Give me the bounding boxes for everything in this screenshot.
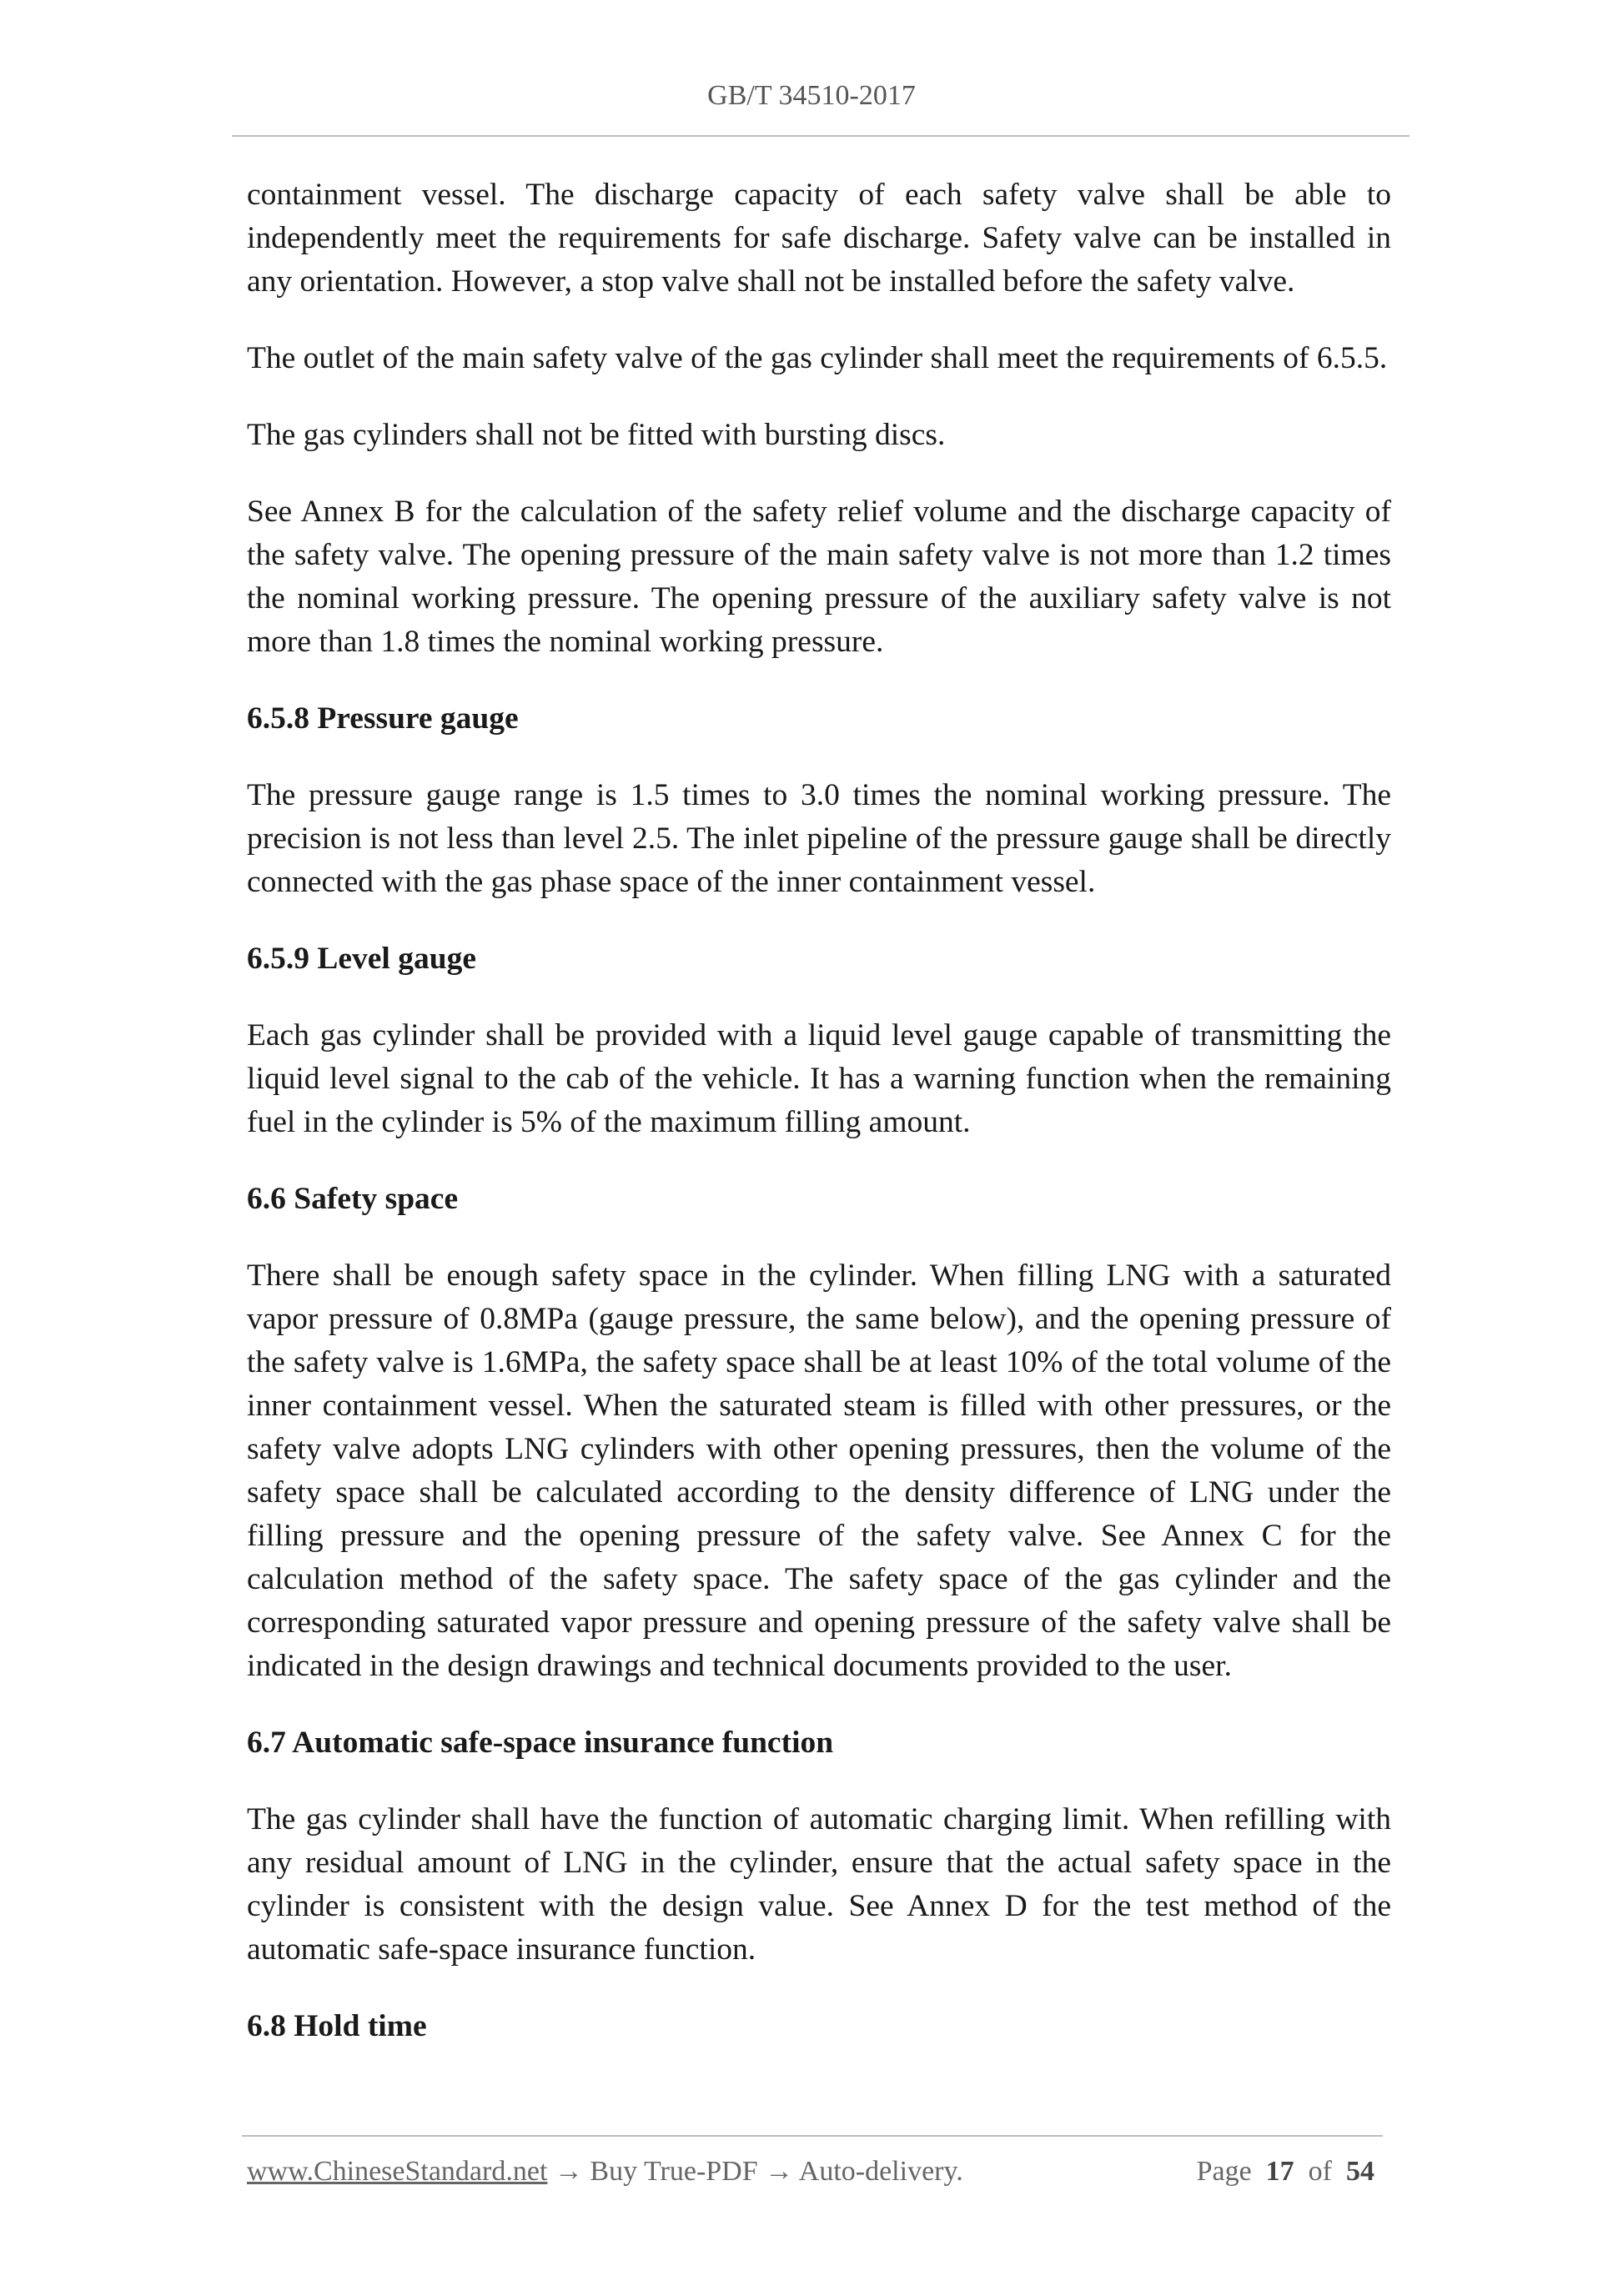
document-body	[247, 173, 1391, 2082]
section-heading-6-5-9: 6.5.9 Level gauge	[247, 942, 476, 976]
footer-divider	[242, 2135, 1383, 2137]
paragraph: The pressure gauge range is 1.5 times to 3.0 times the nominal working pressure. The precision is not less than level 2.5. The inlet pipeline of the pressure gauge shall be directly connected with the gas phase space of the inner containment vessel.	[247, 778, 1391, 899]
paragraph: See Annex B for the calculation of the safety relief volume and the discharge capacity of the safety valve. The opening pressure of the main safety valve is not more than 1.2 times the nominal working pressure. The opening pressure of the auxiliary safety valve is not more than 1.8 times the nominal working pressure.	[247, 495, 1391, 659]
page-current: 17	[1265, 2156, 1294, 2187]
section-heading-6-5-8: 6.5.8 Pressure gauge	[247, 701, 519, 736]
paragraph: The gas cylinders shall not be fitted with bursting discs.	[247, 418, 946, 452]
section-heading-6-7: 6.7 Automatic safe-space insurance function	[247, 1726, 834, 1760]
page-of-label: of	[1308, 2156, 1332, 2187]
document-header: GB/T 34510-2017	[707, 80, 916, 111]
paragraph: containment vessel. The discharge capacity of each safety valve shall be able to independently meet the requirements for safe discharge. Safety valve can be installed in any orientation. However, a stop valve shall not be installed before the safety valve.	[247, 178, 1391, 299]
footer-promo-text: → Buy True-PDF → Auto-delivery.	[547, 2156, 963, 2187]
page-number	[1197, 2156, 1374, 2188]
page-footer	[247, 2156, 1374, 2198]
paragraph: The outlet of the main safety valve of the gas cylinder shall meet the requirements of 6.5.5.	[247, 341, 1388, 375]
section-heading-6-8: 6.8 Hold time	[247, 2009, 427, 2043]
header-divider	[232, 135, 1409, 137]
paragraph: There shall be enough safety space in the cylinder. When filling LNG with a saturated vapor pressure of 0.8MPa (gauge pressure, the same below), and the opening pressure of the safety valve is 1.6MPa, the safety space shall be at least 10% of the total volume of the inner containment vessel. When the saturated steam is filled with other pressures, or the safety valve adopts LNG cylinders with other opening pressures, then the volume of the safety space shall be calculated according to the density difference of LNG under the filling pressure and the opening pressure of the safety valve. See Annex C for the calculation method of the safety space. The safety space of the gas cylinder and the corresponding saturated vapor pressure and opening pressure of the safety valve shall be indicated in the design drawings and technical documents provided to the user.	[247, 1259, 1391, 1683]
paragraph: The gas cylinder shall have the function of automatic charging limit. When refilling with any residual amount of LNG in the cylinder, ensure that the actual safety space in the cylinder is consistent with the design value. See Annex D for the test method of the automatic safe-space insurance function.	[247, 1802, 1391, 1967]
paragraph: Each gas cylinder shall be provided with a liquid level gauge capable of transmitting the liquid level signal to the cab of the vehicle. It has a warning function when the remaining fuel in the cylinder is 5% of the maximum filling amount.	[247, 1018, 1391, 1139]
page-total: 54	[1346, 2156, 1374, 2187]
website-link[interactable]: www.ChineseStandard.net	[247, 2156, 548, 2187]
page-label: Page	[1196, 2156, 1252, 2187]
section-heading-6-6: 6.6 Safety space	[247, 1182, 459, 1216]
footer-left	[247, 2156, 963, 2188]
